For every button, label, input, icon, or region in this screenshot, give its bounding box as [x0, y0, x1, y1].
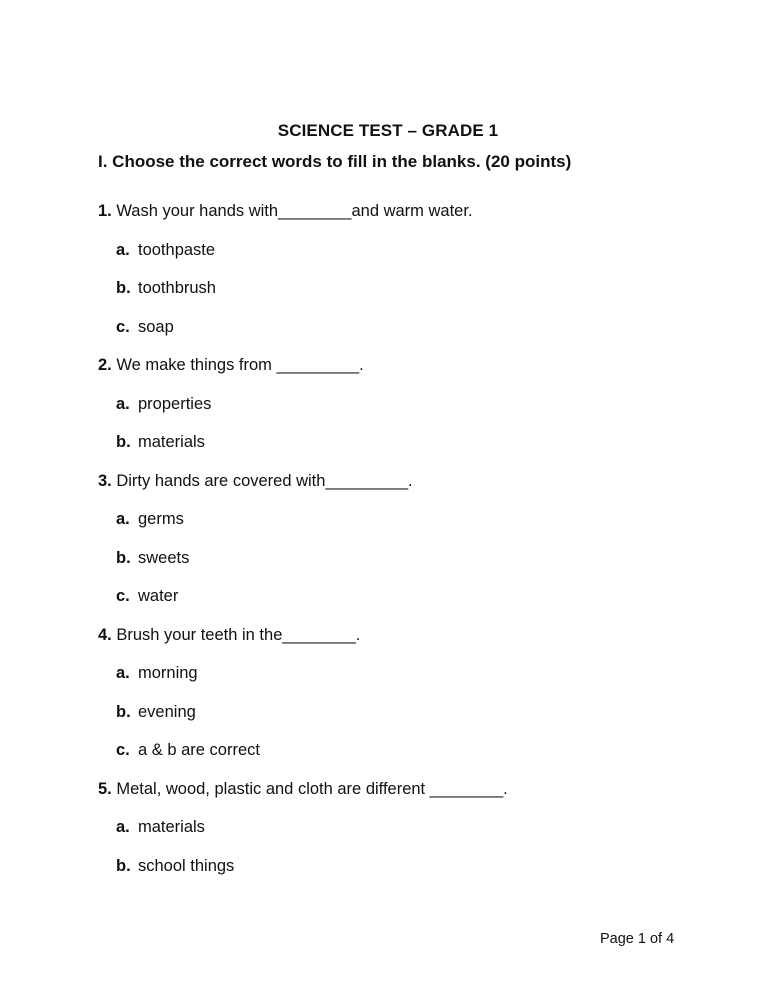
option-text: water [138, 587, 179, 605]
option-text: sweets [138, 548, 190, 567]
option-letter: c. [116, 317, 130, 336]
option-2a[interactable] [98, 394, 698, 433]
question-4 [98, 625, 698, 664]
option-text: toothpaste [138, 240, 216, 259]
question-5 [98, 779, 698, 818]
option-4a[interactable] [98, 663, 698, 702]
question-number: 2. [98, 356, 112, 374]
question-text: Metal, wood, plastic and cloth are different ________. [111, 779, 508, 798]
page-title: SCIENCE TEST – GRADE 1 [277, 121, 499, 140]
option-letter: c. [116, 741, 130, 759]
question-list [98, 201, 698, 894]
option-text: evening [138, 702, 196, 721]
option-letter: a. [116, 510, 130, 528]
option-letter: b. [116, 548, 131, 567]
option-5b[interactable] [98, 856, 698, 895]
option-text: germs [138, 510, 184, 528]
question-3 [98, 471, 698, 510]
question-1 [98, 201, 698, 240]
question-number: 1. [98, 202, 112, 220]
question-text: We make things from _________. [111, 356, 364, 374]
option-letter: a. [116, 818, 130, 836]
option-letter: b. [116, 433, 131, 451]
question-number: 4. [98, 625, 112, 644]
option-letter: a. [116, 394, 130, 413]
option-3c[interactable] [98, 586, 698, 625]
option-letter: c. [116, 587, 130, 605]
page-number: Page 1 of 4 [600, 931, 675, 947]
option-letter: b. [116, 702, 131, 721]
question-number: 5. [98, 779, 112, 798]
option-4c[interactable] [98, 740, 698, 779]
section-heading: I. Choose the correct words to fill in the blanks. (20 points) [98, 152, 572, 171]
option-text: school things [138, 856, 235, 875]
option-text: morning [138, 664, 198, 682]
option-3b[interactable] [98, 548, 698, 587]
option-3a[interactable] [98, 509, 698, 548]
option-4b[interactable] [98, 702, 698, 741]
option-2b[interactable] [98, 432, 698, 471]
option-letter: b. [116, 279, 131, 297]
question-text: Dirty hands are covered with_________. [111, 471, 413, 490]
option-letter: a. [116, 240, 130, 259]
question-text: Wash your hands with________and warm water. [111, 202, 473, 220]
option-5a[interactable] [98, 817, 698, 856]
option-text: properties [138, 394, 212, 413]
question-number: 3. [98, 471, 112, 490]
question-text: Brush your teeth in the________. [111, 625, 361, 644]
option-text: toothbrush [138, 279, 216, 297]
option-1c[interactable] [98, 317, 698, 356]
question-2 [98, 355, 698, 394]
option-text: materials [138, 818, 205, 836]
option-text: a & b are correct [138, 741, 260, 759]
option-letter: a. [116, 664, 130, 682]
option-1b[interactable] [98, 278, 698, 317]
option-text: materials [138, 433, 205, 451]
option-text: soap [138, 317, 174, 336]
option-1a[interactable] [98, 240, 698, 279]
option-letter: b. [116, 856, 131, 875]
